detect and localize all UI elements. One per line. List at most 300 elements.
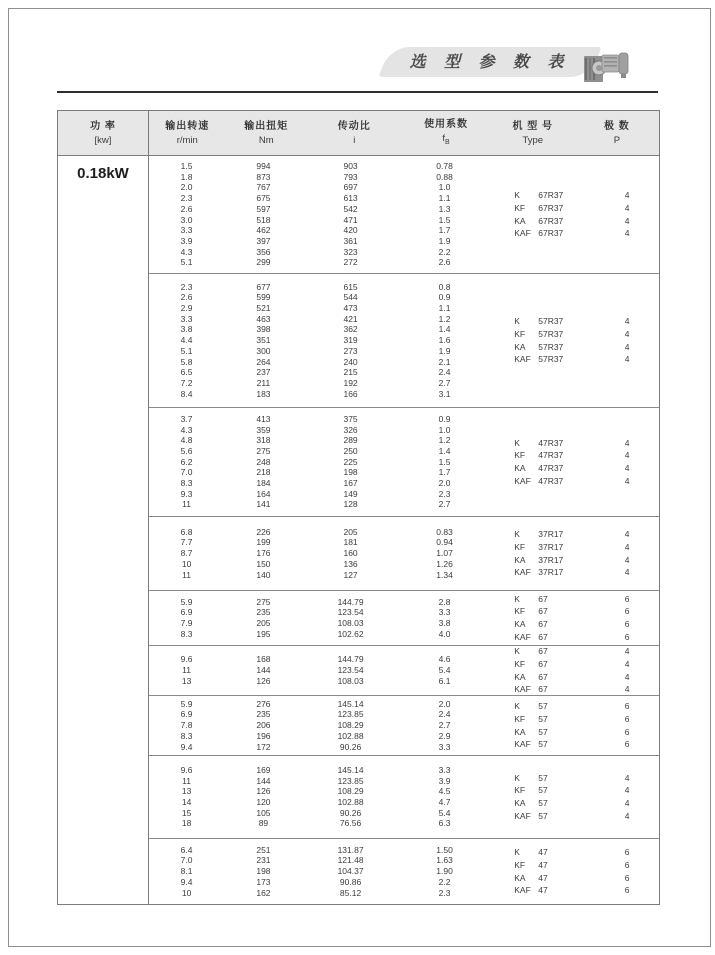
- cell-poles: 4: [624, 202, 630, 213]
- model-prefix: KA: [514, 215, 526, 226]
- model-prefix: KA: [514, 463, 526, 473]
- cell-factor: 1.7: [438, 225, 451, 236]
- gearmotor-image: [583, 46, 631, 88]
- model-prefix: KF: [514, 859, 526, 870]
- data-row: [149, 499, 491, 510]
- cell-ratio: 167: [343, 478, 358, 489]
- cell-factor: 2.2: [438, 876, 451, 887]
- block-model-rows: [491, 591, 659, 645]
- cell-torque: 994: [256, 160, 271, 171]
- cell-speed: 3.8: [180, 324, 193, 335]
- model-prefix: KF: [514, 328, 526, 339]
- model-row: [491, 658, 659, 671]
- model-row: [491, 315, 659, 328]
- data-row: [149, 346, 491, 357]
- data-row: [149, 629, 491, 640]
- model-prefix: K: [514, 772, 520, 783]
- cell-speed: 2.9: [180, 303, 193, 314]
- model-prefix: KAF: [514, 885, 531, 896]
- parameter-block: [149, 408, 659, 517]
- cell-poles: 6: [624, 713, 630, 724]
- data-row: [149, 357, 491, 368]
- block-data-rows: [149, 756, 491, 838]
- cell-ratio: 362: [343, 324, 358, 335]
- model-row: [491, 341, 659, 354]
- data-row: [149, 389, 491, 400]
- title-underline: [57, 91, 658, 93]
- block-model-rows: [491, 408, 659, 516]
- cell-factor: 2.8: [438, 596, 451, 607]
- cell-factor: 3.3: [438, 607, 451, 618]
- cell-speed: 6.8: [180, 526, 193, 537]
- cell-ratio: 697: [343, 182, 358, 193]
- cell-torque: 218: [256, 467, 271, 478]
- model-row: [491, 738, 659, 751]
- data-row: [149, 446, 491, 457]
- model-size: 57: [538, 726, 548, 737]
- model-row: [491, 528, 659, 541]
- model-prefix: KF: [514, 202, 526, 213]
- cell-poles: 6: [624, 739, 630, 750]
- cell-ratio: 192: [343, 377, 358, 388]
- model-size: 47R37: [538, 437, 564, 448]
- parameter-block: [149, 696, 659, 756]
- header-power-label: 功 率: [90, 121, 116, 132]
- data-row: [149, 855, 491, 866]
- model-prefix: KA: [514, 798, 526, 808]
- model-row: [491, 726, 659, 739]
- cell-torque: 235: [256, 607, 271, 618]
- block-model-rows: [491, 696, 659, 755]
- cell-factor: 1.5: [438, 214, 451, 225]
- cell-ratio: 250: [343, 445, 358, 456]
- model-size: 57: [538, 713, 548, 724]
- model-size: 67: [538, 593, 548, 604]
- cell-torque: 237: [256, 367, 271, 378]
- data-row: [149, 676, 491, 687]
- block-model-rows: [491, 517, 659, 590]
- cell-ratio: 144.79: [337, 654, 364, 665]
- model-row: [491, 189, 659, 202]
- cell-factor: 3.3: [438, 764, 451, 775]
- model-prefix: KA: [514, 619, 526, 629]
- model-row: [491, 846, 659, 859]
- model-prefix: KAF: [514, 354, 531, 365]
- cell-ratio: 123.85: [337, 775, 364, 786]
- data-row: [149, 742, 491, 753]
- cell-ratio: 613: [343, 193, 358, 204]
- cell-factor: 1.3: [438, 203, 451, 214]
- cell-speed: 7.9: [180, 618, 193, 628]
- cell-torque: 356: [256, 246, 271, 257]
- model-size: 57R37: [538, 341, 564, 352]
- cell-ratio: 102.62: [337, 628, 364, 639]
- cell-torque: 144: [256, 665, 271, 676]
- model-row: [491, 227, 659, 240]
- cell-ratio: 90.26: [339, 741, 362, 752]
- data-row: [149, 537, 491, 548]
- cell-factor: 1.4: [438, 324, 451, 335]
- cell-speed: 4.3: [180, 246, 193, 257]
- cell-poles: 6: [624, 726, 630, 737]
- cell-speed: 6.5: [180, 367, 193, 378]
- data-row: [149, 314, 491, 325]
- cell-factor: 2.1: [438, 356, 451, 367]
- cell-torque: 767: [256, 182, 271, 193]
- cell-factor: 2.9: [438, 730, 451, 741]
- cell-ratio: 903: [343, 160, 358, 171]
- data-row: [149, 467, 491, 478]
- cell-ratio: 326: [343, 424, 358, 435]
- data-row: [149, 527, 491, 538]
- model-row: [491, 353, 659, 366]
- cell-factor: 4.7: [438, 797, 451, 807]
- data-row: [149, 888, 491, 899]
- cell-factor: 1.9: [438, 235, 451, 246]
- model-row: [491, 784, 659, 797]
- data-row: [149, 367, 491, 378]
- model-prefix: KF: [514, 785, 526, 796]
- cell-speed: 3.9: [180, 235, 193, 246]
- data-row: [149, 378, 491, 389]
- cell-factor: 1.1: [438, 193, 451, 204]
- table-blocks: [149, 156, 659, 904]
- model-size: 47R37: [538, 475, 564, 486]
- cell-poles: 4: [624, 328, 630, 339]
- cell-ratio: 615: [343, 281, 358, 292]
- model-size: 57: [538, 739, 548, 750]
- cell-torque: 206: [256, 720, 271, 731]
- model-prefix: KA: [514, 341, 526, 352]
- cell-factor: 0.88: [436, 171, 453, 182]
- cell-torque: 126: [256, 675, 271, 686]
- cell-ratio: 361: [343, 235, 358, 246]
- cell-speed: 9.6: [180, 764, 193, 775]
- data-row: [149, 478, 491, 489]
- model-row: [491, 683, 659, 696]
- cell-ratio: 240: [343, 356, 358, 367]
- cell-factor: 1.9: [438, 345, 451, 356]
- header-power: [58, 111, 149, 155]
- cell-ratio: 375: [343, 413, 358, 424]
- cell-factor: 1.26: [436, 558, 453, 569]
- cell-factor: 3.9: [438, 775, 451, 786]
- cell-torque: 105: [256, 807, 271, 818]
- cell-poles: 4: [624, 475, 630, 486]
- cell-speed: 7.7: [180, 537, 193, 548]
- parameter-block: [149, 274, 659, 408]
- cell-ratio: 272: [343, 257, 358, 268]
- cell-poles: 4: [624, 798, 630, 808]
- model-prefix: KF: [514, 450, 526, 461]
- data-row: [149, 335, 491, 346]
- model-prefix: KF: [514, 713, 526, 724]
- block-model-rows: [491, 646, 659, 695]
- block-data-rows: [149, 696, 491, 755]
- cell-factor: 2.7: [438, 377, 451, 388]
- cell-speed: 5.9: [180, 596, 193, 607]
- cell-torque: 173: [256, 876, 271, 887]
- parameter-block: [149, 591, 659, 646]
- cell-poles: 4: [624, 646, 630, 657]
- data-row: [149, 866, 491, 877]
- model-size: 67R37: [538, 228, 564, 239]
- data-row: [149, 818, 491, 829]
- model-size: 37R17: [538, 529, 564, 540]
- block-model-rows: [491, 156, 659, 273]
- cell-ratio: 215: [343, 367, 358, 378]
- cell-factor: 2.3: [438, 488, 451, 499]
- cell-torque: 172: [256, 741, 271, 752]
- model-size: 47: [538, 859, 548, 870]
- header-output-speed: 输出转速 r/min: [165, 121, 210, 146]
- cell-speed: 4.8: [180, 435, 193, 446]
- data-row: [149, 236, 491, 247]
- header-output-torque: 输出扭矩 Nm: [244, 121, 289, 146]
- cell-torque: 196: [256, 730, 271, 741]
- model-size: 47R37: [538, 450, 564, 461]
- model-row: [491, 593, 659, 606]
- model-row: [491, 671, 659, 684]
- page-title: 选 型 参 数 表: [409, 54, 571, 71]
- data-row: [149, 720, 491, 731]
- header-service-factor: 使用系数 $f_B$: [424, 119, 469, 146]
- data-row: [149, 247, 491, 258]
- data-row: [149, 765, 491, 776]
- cell-poles: 6: [624, 859, 630, 870]
- model-prefix: KAF: [514, 739, 531, 750]
- cell-torque: 169: [256, 764, 271, 775]
- cell-ratio: 90.26: [339, 807, 362, 818]
- data-row: [149, 425, 491, 436]
- cell-speed: 7.0: [180, 467, 193, 478]
- cell-speed: 7.8: [180, 720, 193, 731]
- cell-speed: 11: [182, 569, 191, 580]
- cell-ratio: 160: [343, 548, 358, 559]
- power-column: [58, 156, 149, 904]
- model-size: 67R37: [538, 202, 564, 213]
- cell-ratio: 131.87: [337, 844, 364, 855]
- cell-torque: 168: [256, 654, 271, 665]
- model-row: [491, 645, 659, 658]
- cell-factor: 2.4: [438, 709, 451, 720]
- data-row: [149, 665, 491, 676]
- cell-speed: 4.4: [180, 335, 193, 346]
- model-size: 47: [538, 872, 548, 883]
- model-prefix: K: [514, 646, 520, 657]
- data-row: [149, 324, 491, 335]
- cell-torque: 264: [256, 356, 271, 367]
- cell-speed: 5.1: [180, 257, 193, 268]
- cell-factor: 2.7: [438, 720, 451, 731]
- cell-poles: 4: [624, 567, 630, 578]
- model-size: 37R17: [538, 567, 564, 578]
- cell-ratio: 144.79: [337, 596, 364, 607]
- cell-ratio: 90.86: [339, 876, 362, 887]
- cell-factor: 1.6: [438, 335, 451, 346]
- cell-torque: 599: [256, 292, 271, 303]
- header-columns: [149, 111, 659, 155]
- model-prefix: K: [514, 316, 520, 327]
- cell-speed: 8.3: [180, 730, 193, 741]
- cell-ratio: 76.56: [339, 818, 362, 829]
- cell-torque: 318: [256, 435, 271, 446]
- data-row: [149, 559, 491, 570]
- cell-speed: 13: [181, 675, 192, 686]
- model-row: [491, 713, 659, 726]
- cell-factor: 3.1: [438, 388, 451, 399]
- parameter-block: [149, 517, 659, 591]
- cell-speed: 6.9: [180, 709, 193, 720]
- cell-factor: 1.90: [436, 866, 453, 877]
- header-model-type: 机 型 号 Type: [512, 121, 554, 146]
- model-prefix: KAF: [514, 475, 531, 486]
- cell-ratio: 471: [343, 214, 358, 225]
- data-row: [149, 548, 491, 559]
- cell-poles: 4: [624, 658, 630, 669]
- model-row: [491, 810, 659, 823]
- cell-torque: 198: [256, 866, 271, 877]
- cell-poles: 6: [624, 701, 630, 712]
- model-row: [491, 202, 659, 215]
- model-row: [491, 872, 659, 885]
- cell-poles: 4: [624, 190, 630, 201]
- block-model-rows: [491, 839, 659, 904]
- model-size: 47: [538, 885, 548, 896]
- data-row: [149, 808, 491, 819]
- cell-ratio: 108.03: [337, 675, 364, 686]
- cell-poles: 6: [624, 593, 630, 604]
- data-row: [149, 845, 491, 856]
- model-prefix: KA: [514, 726, 526, 737]
- cell-torque: 226: [256, 526, 271, 537]
- cell-factor: 0.9: [438, 413, 451, 424]
- cell-factor: 6.3: [438, 818, 451, 829]
- cell-factor: 1.63: [436, 855, 453, 866]
- cell-speed: 4.3: [180, 424, 193, 435]
- cell-poles: 4: [624, 810, 630, 821]
- cell-ratio: 421: [343, 313, 358, 324]
- model-prefix: KAF: [514, 228, 531, 239]
- cell-torque: 275: [256, 445, 271, 456]
- cell-speed: 6.2: [180, 456, 193, 467]
- cell-torque: 162: [256, 887, 271, 898]
- cell-factor: 1.0: [438, 182, 451, 193]
- model-row: [491, 605, 659, 618]
- cell-speed: 1.5: [180, 160, 193, 171]
- cell-poles: 4: [624, 684, 630, 695]
- cell-poles: 4: [624, 463, 630, 473]
- cell-speed: 11: [182, 665, 191, 676]
- model-size: 57R37: [538, 354, 564, 365]
- cell-ratio: 181: [343, 537, 358, 548]
- cell-poles: 6: [624, 606, 630, 617]
- cell-ratio: 289: [343, 435, 358, 446]
- cell-torque: 248: [256, 456, 271, 467]
- data-row: [149, 282, 491, 293]
- cell-speed: 18: [181, 818, 192, 829]
- block-data-rows: [149, 408, 491, 516]
- cell-speed: 14: [181, 797, 192, 807]
- header-ratio: 传动比 i: [337, 121, 371, 146]
- cell-poles: 4: [624, 785, 630, 796]
- block-data-rows: [149, 839, 491, 904]
- cell-torque: 120: [256, 797, 271, 807]
- cell-ratio: 108.03: [337, 618, 364, 628]
- model-size: 57: [538, 798, 548, 808]
- cell-speed: 11: [182, 499, 191, 510]
- model-size: 57: [538, 701, 548, 712]
- model-row: [491, 462, 659, 475]
- data-row: [149, 292, 491, 303]
- cell-torque: 183: [256, 388, 271, 399]
- data-row: [149, 303, 491, 314]
- cell-ratio: 102.88: [337, 730, 364, 741]
- model-row: [491, 700, 659, 713]
- cell-factor: 0.83: [436, 526, 453, 537]
- cell-speed: 2.6: [180, 292, 193, 303]
- cell-ratio: 108.29: [337, 786, 364, 797]
- model-prefix: KAF: [514, 810, 531, 821]
- power-value: 0.18kW: [77, 165, 129, 182]
- model-prefix: KAF: [514, 684, 531, 695]
- cell-speed: 6.9: [180, 607, 193, 618]
- model-row: [491, 437, 659, 450]
- cell-factor: 6.1: [438, 675, 451, 686]
- parameter-block: [149, 156, 659, 274]
- model-size: 57R37: [538, 316, 564, 327]
- model-prefix: KAF: [514, 567, 531, 578]
- cell-poles: 6: [624, 619, 630, 629]
- model-prefix: K: [514, 437, 520, 448]
- cell-ratio: 136: [343, 558, 358, 569]
- header-poles: 极 数 P: [604, 121, 630, 146]
- block-data-rows: [149, 591, 491, 645]
- data-row: [149, 257, 491, 268]
- cell-speed: 9.3: [180, 488, 193, 499]
- data-row: [149, 193, 491, 204]
- cell-poles: 6: [624, 847, 630, 858]
- cell-ratio: 420: [343, 225, 358, 236]
- cell-poles: 4: [624, 228, 630, 239]
- cell-factor: 0.9: [438, 292, 451, 303]
- cell-torque: 126: [256, 786, 271, 797]
- cell-poles: 4: [624, 671, 630, 682]
- model-row: [491, 631, 659, 644]
- cell-speed: 2.0: [180, 182, 193, 193]
- cell-ratio: 473: [343, 303, 358, 314]
- cell-factor: 4.0: [438, 628, 451, 639]
- cell-speed: 9.6: [180, 654, 193, 665]
- model-size: 57: [538, 785, 548, 796]
- model-prefix: K: [514, 593, 520, 604]
- cell-torque: 675: [256, 193, 271, 204]
- cell-ratio: 85.12: [339, 887, 362, 898]
- cell-speed: 10: [181, 887, 192, 898]
- model-size: 67: [538, 658, 548, 669]
- block-model-rows: [491, 274, 659, 407]
- cell-speed: 8.3: [180, 478, 193, 489]
- cell-ratio: 123.85: [337, 709, 364, 720]
- data-row: [149, 597, 491, 608]
- cell-torque: 251: [256, 844, 271, 855]
- cell-speed: 3.0: [180, 214, 193, 225]
- model-size: 67R37: [538, 215, 564, 226]
- model-prefix: KF: [514, 541, 526, 552]
- cell-poles: 4: [624, 341, 630, 352]
- data-row: [149, 204, 491, 215]
- cell-torque: 141: [256, 499, 271, 510]
